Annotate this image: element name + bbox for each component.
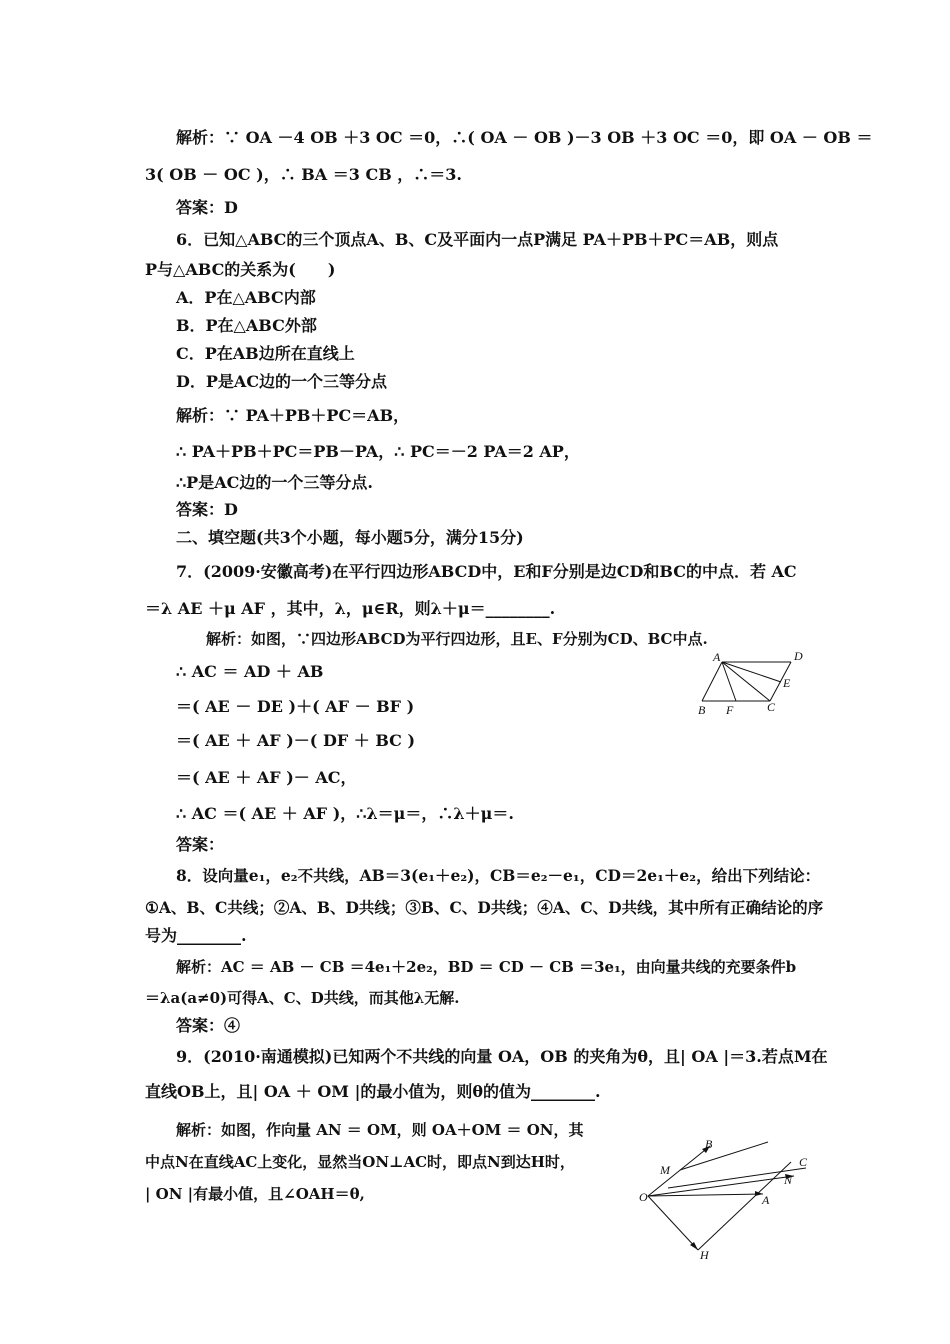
text-line: 中点N在直线AC上变化，显然当ON⊥AC时，即点N到达H时， bbox=[145, 1153, 575, 1171]
text-line: ∴ PA＋PB＋PC＝PB－PA，∴ PC＝－2 PA＝2 AP， bbox=[176, 442, 580, 461]
answer: 答案：D bbox=[176, 198, 238, 217]
option-b: B．P在△ABC外部 bbox=[176, 316, 317, 335]
option-a: A．P在△ABC内部 bbox=[176, 288, 316, 307]
text-line: 解析：∵ PA＋PB＋PC＝AB， bbox=[176, 406, 410, 425]
label-n: N bbox=[784, 1173, 793, 1187]
text-line: 直线OB上，且| OA ＋ OM |的最小值为，则θ的值为________. bbox=[145, 1082, 601, 1101]
text-line: 解析：AC ＝ AB － CB ＝4e₁＋2e₂，BD ＝ CD － CB ＝3e₁，由向量共线的充要条件b bbox=[176, 958, 797, 976]
text-line: P与△ABC的关系为( ) bbox=[145, 260, 336, 279]
text-line: ＝λ AE ＋μ AF ，其中，λ，μ∈R，则λ＋μ＝________. bbox=[145, 599, 556, 618]
text-line: | ON |有最小值，且∠OAH＝θ, bbox=[145, 1185, 365, 1203]
question-7: 7．(2009·安徽高考)在平行四边形ABCD中，E和F分别是边CD和BC的中点．若 AC bbox=[176, 562, 797, 581]
parallelogram-figure bbox=[690, 646, 820, 720]
question-8: 8．设向量e₁，e₂不共线，AB＝3(e₁＋e₂)，CB＝e₂－e₁，CD＝2e₁＋e₂，给出下列结论： bbox=[176, 866, 821, 885]
text-line: 解析：∵ OA －4 OB ＋3 OC ＝0，∴( OA － OB )－3 OB ＋3 OC ＝0，即 OA － OB ＝ bbox=[176, 128, 873, 147]
text-line: ＝( AE ＋ AF )－ AC， bbox=[176, 768, 357, 787]
text-line: ∴ AC ＝ AD ＋ AB bbox=[176, 662, 324, 681]
question-6: 6．已知△ABC的三个顶点A、B、C及平面内一点P满足 PA＋PB＋PC＝AB，则点 bbox=[176, 230, 779, 249]
text-line: ∴ AC ＝( AE ＋ AF )，∴λ＝μ＝，∴λ＋μ＝. bbox=[176, 804, 514, 823]
text-line: ＝( AE － DE )＋( AF － BF ) bbox=[176, 697, 415, 716]
question-9: 9．(2010·南通模拟)已知两个不共线的向量 OA，OB 的夹角为θ，且| OA |＝3.若点M在 bbox=[176, 1047, 828, 1066]
text-line: ＝λa(a≠0)可得A、C、D共线，而其他λ无解. bbox=[145, 989, 460, 1007]
answer: 答案： bbox=[176, 835, 225, 854]
label-d: D bbox=[794, 649, 803, 663]
text-line: 3( OB － OC )，∴ BA ＝3 CB ，∴＝3. bbox=[145, 165, 463, 184]
answer: 答案：④ bbox=[176, 1016, 241, 1035]
label-b: B bbox=[698, 703, 706, 717]
text-line: ＝( AE ＋ AF )－( DF ＋ BC ) bbox=[176, 731, 416, 750]
answer: 答案：D bbox=[176, 500, 238, 519]
label-m: M bbox=[660, 1163, 670, 1177]
label-b: B bbox=[705, 1137, 713, 1151]
label-o: O bbox=[639, 1190, 648, 1204]
label-f: F bbox=[726, 703, 734, 717]
label-c: C bbox=[799, 1155, 808, 1169]
label-a: A bbox=[762, 1193, 770, 1207]
label-h: H bbox=[700, 1248, 709, 1262]
text-line: ∴P是AC边的一个三等分点. bbox=[176, 473, 373, 492]
label-a: A bbox=[713, 650, 721, 664]
option-d: D．P是AC边的一个三等分点 bbox=[176, 372, 388, 391]
text-line: 号为________. bbox=[145, 926, 247, 945]
text-line: 解析：如图，∵四边形ABCD为平行四边形，且E、F分别为CD、BC中点. bbox=[206, 630, 708, 648]
text-line: ①A、B、C共线；②A、B、D共线；③B、C、D共线；④A、C、D共线，其中所有正确结论的序 bbox=[145, 898, 824, 917]
section-heading: 二、填空题(共3个小题，每小题5分，满分15分) bbox=[176, 528, 524, 547]
label-c: C bbox=[767, 700, 776, 714]
option-c: C．P在AB边所在直线上 bbox=[176, 344, 355, 363]
text-line: 解析：如图，作向量 AN ＝ OM，则 OA＋OM ＝ ON，其 bbox=[176, 1121, 584, 1139]
vector-figure bbox=[632, 1132, 820, 1272]
label-e: E bbox=[783, 676, 791, 690]
